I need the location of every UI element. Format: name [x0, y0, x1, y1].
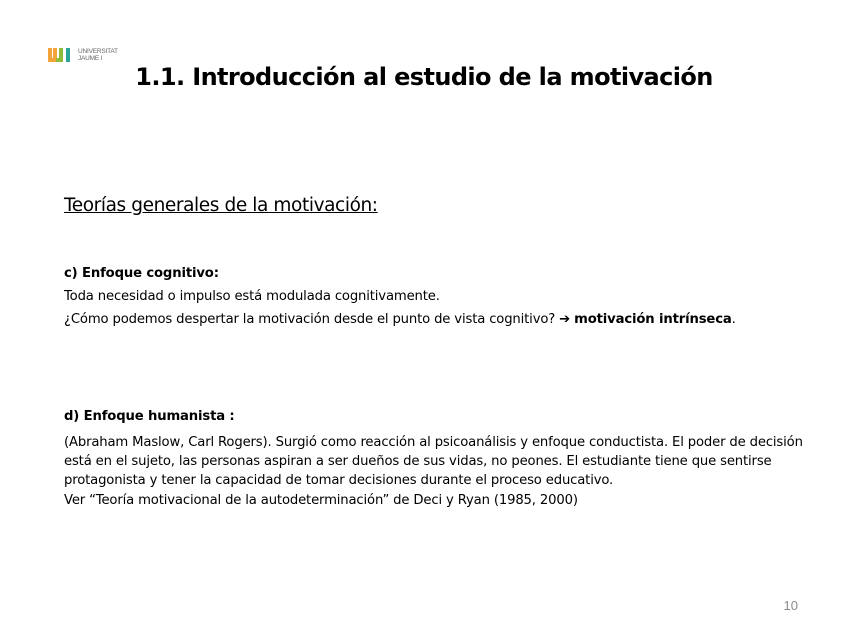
logo-text — [78, 48, 118, 62]
humanist-paragraph: (Abraham Maslow, Carl Rogers). Surgió como reacción al psicoanálisis y enfoque conductista. El poder de decisión está en el sujeto, las personas aspiran a ser dueños de sus vidas, no peones. El estudiante tiene que sentirse protagonista y tener la capacidad de tomar decisiones durante el proceso educativo. — [64, 435, 803, 488]
page-number: 10 — [783, 598, 798, 613]
logo-line-2: JAUME I — [78, 55, 103, 62]
cognitive-line-1: Toda necesidad o impulso está modulada cognitivamente. — [64, 289, 440, 304]
cognitive-end: . — [731, 312, 736, 327]
cognitive-question: ¿Cómo podemos despertar la motivación desde el punto de vista cognitivo? — [64, 312, 556, 327]
section-heading: Teorías generales de la motivación: — [64, 195, 378, 216]
cognitive-answer: motivación intrínseca — [574, 312, 732, 327]
cognitive-question-line — [64, 310, 736, 333]
humanist-approach-block — [64, 408, 814, 512]
slide-title: 1.1. Introducción al estudio de la motivación — [135, 63, 713, 91]
cognitive-approach-block — [64, 264, 736, 333]
logo-line-1: UNIVERSITAT — [78, 48, 118, 55]
humanist-reference: Ver “Teoría motivacional de la autodeterminación” de Deci y Ryan (1985, 2000) — [64, 493, 578, 508]
uji-logo-icon — [47, 45, 75, 65]
arrow-right-icon: ➔ — [559, 312, 571, 327]
humanist-heading: d) Enfoque humanista : — [64, 409, 235, 424]
cognitive-heading: c) Enfoque cognitivo: — [64, 266, 219, 281]
